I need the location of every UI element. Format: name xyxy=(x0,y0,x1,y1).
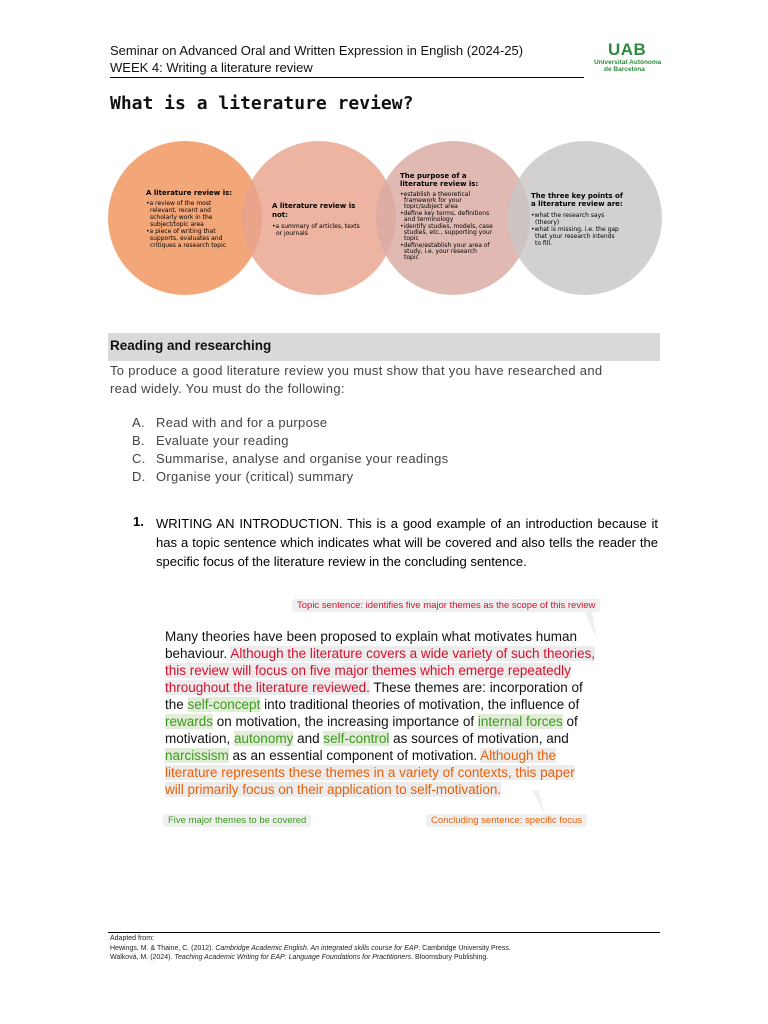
example-text: as an essential component of motivation. xyxy=(228,748,481,763)
example-opening: Many theories have been proposed to explain what motivates human behaviour. xyxy=(165,629,578,661)
intro-line-2: read widely. You must do the following: xyxy=(110,381,345,396)
theme-highlight: internal forces xyxy=(477,714,563,729)
list-item: Evaluate your reading xyxy=(156,433,289,448)
page-title: What is a literature review? xyxy=(110,93,414,114)
example-text: of motivation, xyxy=(165,714,578,746)
footer-reference-2: Walková, M. (2024). Teaching Academic Writing for EAP: Language Foundations for Practitioners. Bloomsbury Publishing. xyxy=(110,954,489,961)
numbered-item-number: 1. xyxy=(133,514,144,529)
list-item: Organise your (critical) summary xyxy=(156,469,354,484)
footer-divider xyxy=(108,932,660,933)
venn-1-bullets: •a review of the most relevant, recent and scholarly work in the subject/topic area •a piece of writing that supports, evaluates and critiques a research topic xyxy=(146,200,227,249)
week-heading xyxy=(110,60,313,75)
uab-logo: UAB xyxy=(608,40,647,59)
list-item-letter: D. xyxy=(132,469,146,484)
intro-line-1: To produce a good literature review you must show that you have researched and xyxy=(110,363,603,378)
theme-highlight: self-control xyxy=(323,731,390,746)
concluding-sentence: Although the literature represents these themes in a variety of contexts, this paper will primarily focus on their application to self-motivation. xyxy=(165,748,575,797)
example-text: as sources of motivation, and xyxy=(389,731,569,746)
concluding-sentence-callout: Concluding sentence: specific focus xyxy=(426,814,587,827)
venn-circle-2 xyxy=(242,141,396,295)
venn-diagram xyxy=(108,140,663,300)
footer-label: Adapted from: xyxy=(110,935,154,942)
course-title: Seminar on Advanced Oral and Written Expression in English (2024-25) xyxy=(110,43,524,58)
list-item-letter: A. xyxy=(132,415,145,430)
five-themes-callout: Five major themes to be covered xyxy=(163,814,311,827)
header-divider xyxy=(110,77,584,78)
uab-logo-line2: de Barcelona xyxy=(604,66,645,73)
example-paragraph xyxy=(165,628,595,798)
venn-4-bullets: •what the research says (theory) •what is missing, i.e. the gap that your research intends to fill. xyxy=(531,212,619,247)
theme-highlight: narcissism xyxy=(165,748,229,763)
theme-highlight: self-concept xyxy=(187,697,261,712)
list-item-letter: B. xyxy=(132,433,145,448)
week-label: WEEK 4: xyxy=(110,60,163,75)
topic-sentence-callout: Topic sentence: identifies five major themes as the scope of this review xyxy=(292,599,600,612)
theme-highlight: autonomy xyxy=(234,731,294,746)
week-title: Writing a literature review xyxy=(166,60,313,75)
example-text: and xyxy=(293,731,324,746)
venn-3-bullets: •establish a theoretical framework for your topic/subject area •define key terms, definitions and terminology •identify studies, models, case studies, etc., supporting your topic •define/establish your area of study, i.e. your research topic xyxy=(400,191,493,261)
venn-2-heading: A literature review is not: xyxy=(272,202,356,219)
venn-3-heading: The purpose of a literature review is: xyxy=(400,172,479,188)
numbered-item-text: WRITING AN INTRODUCTION. This is a good example of an introduction because it has a topic sentence which indicates what will be covered and also tells the reader the specific focus of the literature review in the concluding sentence. xyxy=(156,516,658,569)
list-item: Summarise, analyse and organise your readings xyxy=(156,451,449,466)
topic-sentence: Although the literature covers a wide variety of such theories, this review will focus on five major themes which emerge repeatedly throughout the literature reviewed. xyxy=(165,646,596,695)
intro-paragraph xyxy=(110,362,662,398)
example-text: on motivation, the increasing importance of xyxy=(213,714,478,729)
section-title: Reading and researching xyxy=(110,338,272,353)
example-text: These themes are: incorporation of the xyxy=(165,680,583,712)
venn-2-bullets: •a summary of articles, texts or journals xyxy=(272,223,360,237)
list-item: Read with and for a purpose xyxy=(156,415,328,430)
list-item-letter: C. xyxy=(132,451,146,466)
theme-highlight: rewards xyxy=(165,714,214,729)
example-text: into traditional theories of motivation, the influence of xyxy=(260,697,580,712)
uab-logo-line1: Universitat Autònoma xyxy=(594,59,662,66)
footer-reference-1: Hewings, M. & Thaine, C. (2012). Cambridge Academic English. An integrated skills course for EAP. Cambridge University Press. xyxy=(110,945,511,952)
venn-1-heading: A literature review is: xyxy=(146,189,233,197)
venn-4-heading: The three key points of a literature review are: xyxy=(531,192,623,208)
